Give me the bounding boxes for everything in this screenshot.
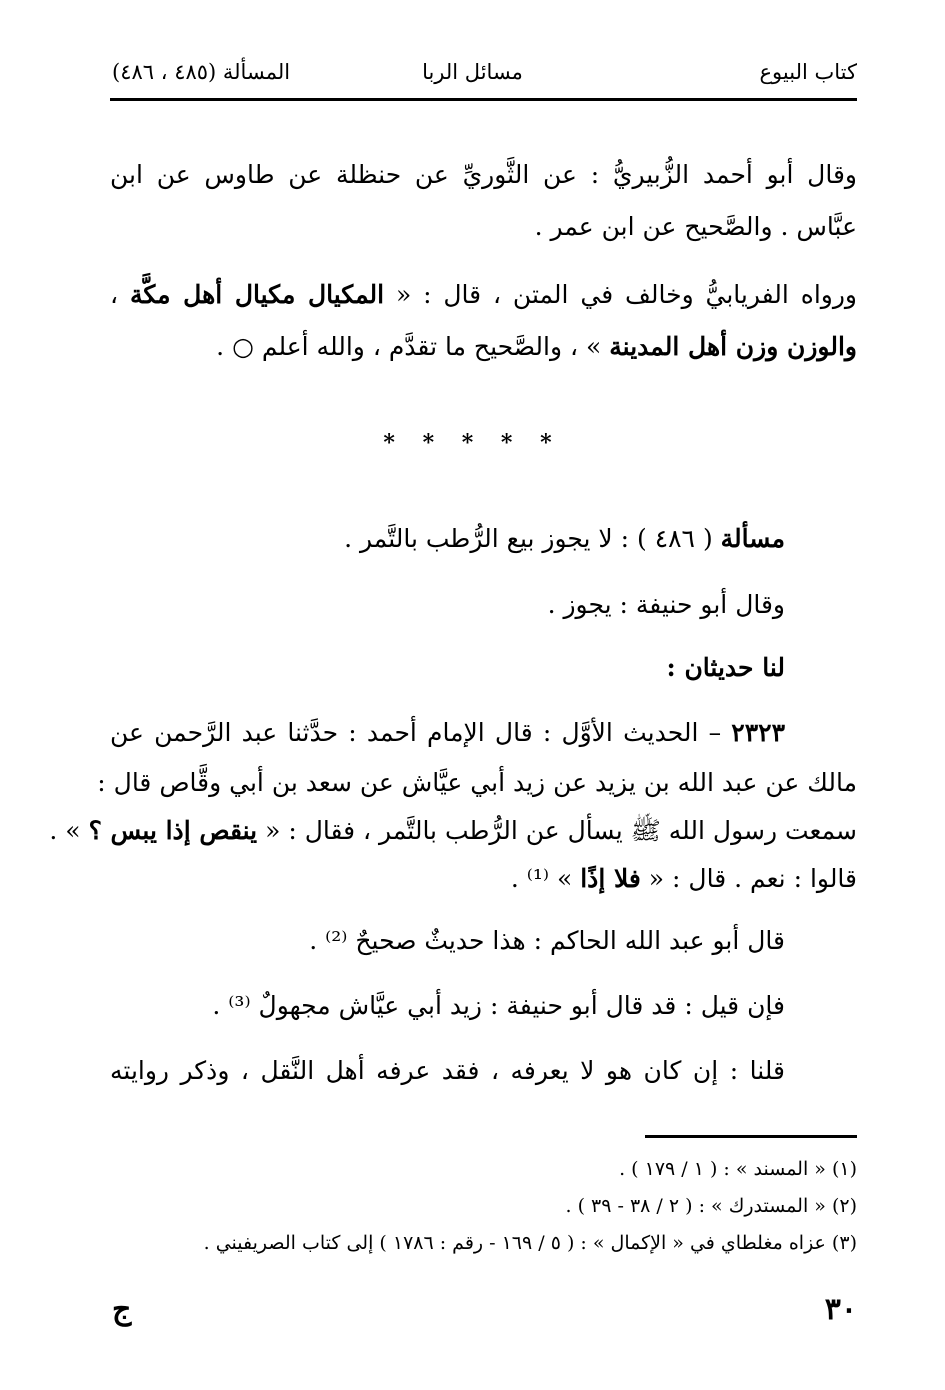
paragraph-line: وقال أبو أحمد الزُّبيريُّ : عن الثَّوريِّ عن حنظلة عن طاوس عن ابن [110, 160, 857, 189]
header-divider [110, 98, 857, 101]
text-run: سمعت رسول الله ﷺ يسأل عن الرُّطب بالتَّمر ، فقال : « [265, 816, 857, 845]
paragraph-line [110, 282, 857, 307]
hadith-line [511, 866, 857, 891]
paragraph-line: قال أبو عبد الله الحاكم : هذا حديثٌ صحيحٌ ⁽²⁾ . [309, 926, 785, 955]
hadith-quote: ينقص إذا يبس ؟ [88, 816, 258, 845]
text-run: » ⁽¹⁾ . [510, 864, 573, 893]
section-separator: * * * * * [383, 430, 562, 456]
text-run: » ، والصَّحيح ما تقدَّم ، والله أعلم ○ . [216, 332, 602, 361]
page-number: ٣٠ [824, 1292, 857, 1327]
issue-text: ( ٤٨٦ ) : لا يجوز بيع الرُّطب بالتَّمر . [344, 524, 713, 553]
header-chapter-title: مسائل الربا [422, 60, 523, 84]
hadith-line [110, 720, 785, 745]
footnote: (٢) « المستدرك » : ( ٢ / ٣٨ - ٣٩ ) . [565, 1195, 857, 1217]
header-issues-range: المسألة (٤٨٥ ، ٤٨٦) [112, 60, 291, 84]
hadith-quote: والوزن وزن أهل المدينة [609, 332, 857, 361]
footnote: (١) « المسند » : ( ١ / ١٧٩ ) . [619, 1158, 857, 1180]
text-run: ورواه الفريابيُّ وخالف في المتن ، قال : « [395, 280, 857, 309]
paragraph-line: قلنا : إن كان هو لا يعرفه ، فقد عرفه أهل النَّقل ، وذكر روايته [110, 1056, 785, 1085]
paragraph-line [216, 334, 857, 359]
header-book-title: كتاب البيوع [759, 60, 857, 84]
text-run: – الحديث الأوَّل : قال الإمام أحمد : حدَّثنا عبد الرَّحمن عن [110, 718, 722, 747]
hadith-line: مالك عن عبد الله بن يزيد عن زيد أبي عيَّاش عن سعد بن أبي وقَّاص قال : [97, 768, 857, 797]
hadith-quote: المكيال مكيال أهل مكَّة [129, 280, 385, 309]
text-run: ، [110, 280, 119, 309]
issue-label: مسألة [720, 524, 785, 553]
signature-mark: ج [112, 1292, 132, 1327]
hadith-number: ٢٣٢٣ [731, 718, 785, 747]
footnote: (٣) عزاه مغلطاي في « الإكمال » : ( ٥ / ١٦٩ - رقم : ١٧٨٦ ) إلى كتاب الصريفيني . [203, 1232, 857, 1254]
footnote-divider [645, 1135, 857, 1138]
hadith-quote: فلا إذًا [580, 864, 641, 893]
text-run: » . [49, 816, 81, 845]
issue-heading [344, 526, 785, 551]
paragraph-line: عبَّاس . والصَّحيح عن ابن عمر . [534, 212, 857, 241]
hadith-line [49, 816, 857, 845]
paragraph-line: وقال أبو حنيفة : يجوز . [547, 590, 785, 619]
subheading: لنا حديثان : [666, 653, 785, 682]
text-run: قالوا : نعم . قال : « [648, 864, 857, 893]
paragraph-line: فإن قيل : قد قال أبو حنيفة : زيد أبي عيَّاش مجهولٌ ⁽³⁾ . [212, 991, 785, 1020]
